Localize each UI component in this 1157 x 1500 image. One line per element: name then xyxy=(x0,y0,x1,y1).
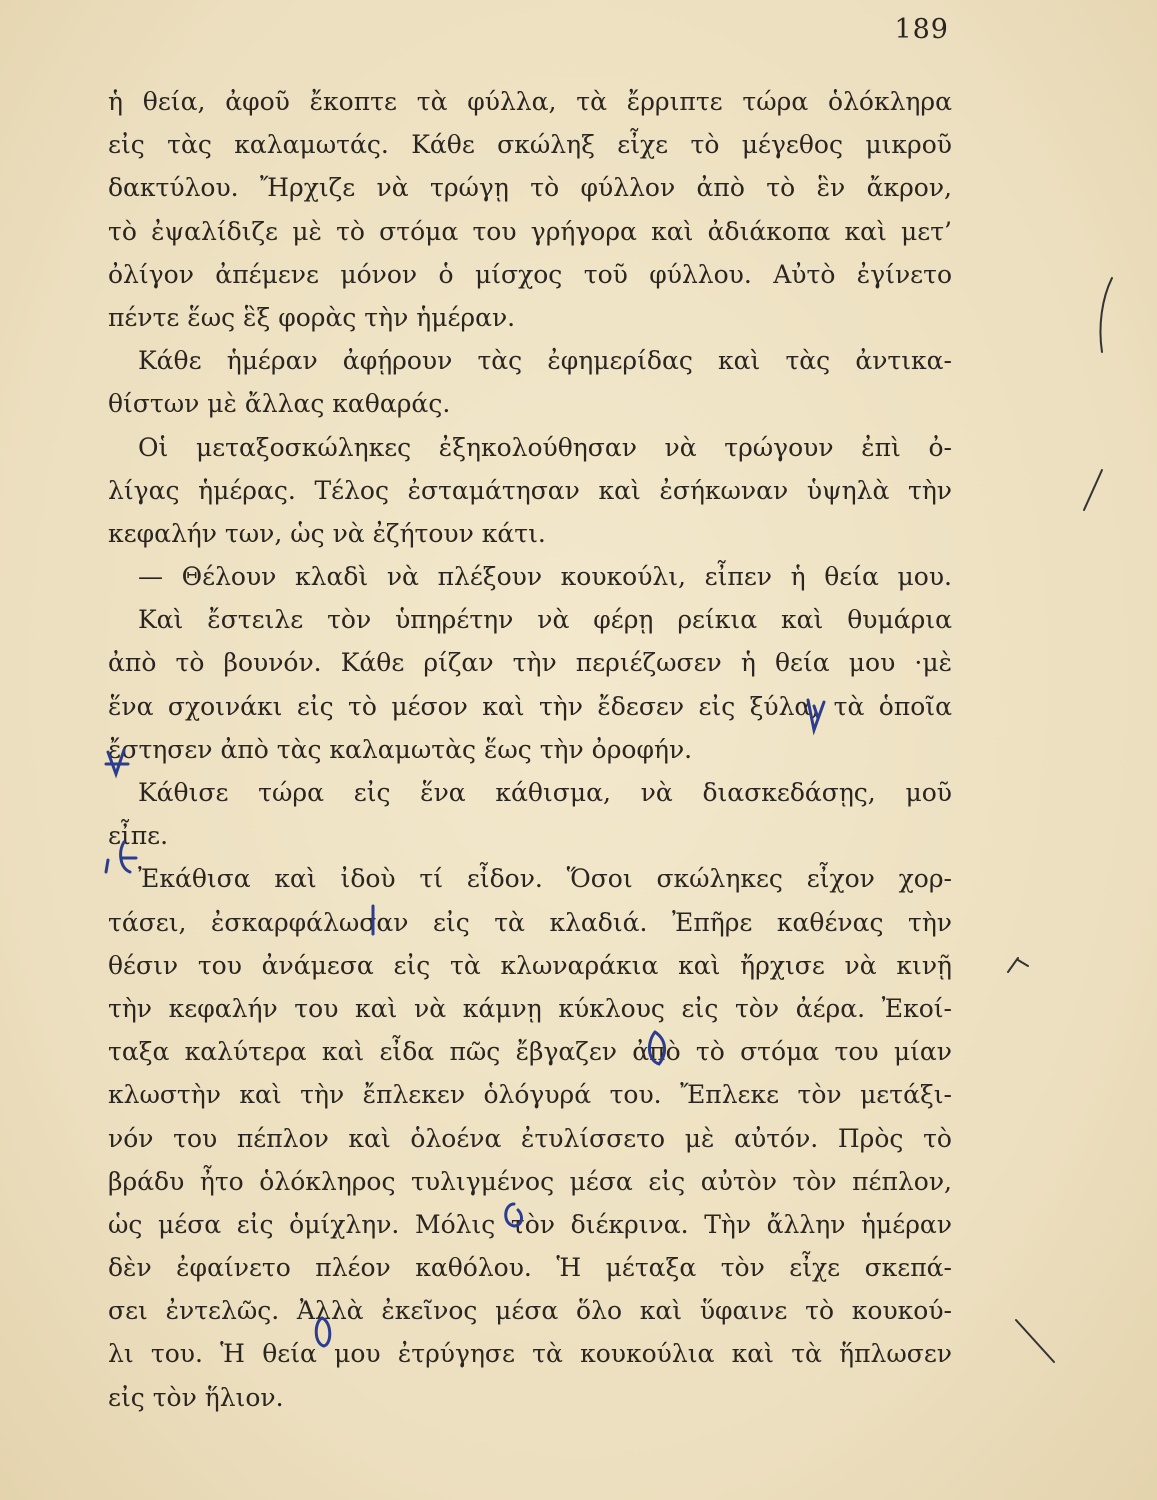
text-line: θίστων μὲ ἄλλας καθαράς. xyxy=(108,389,451,419)
text-line: νόν του πέπλον καὶ ὁλοένα ἐτυλίσσετο μὲ αὐτόν. Πρὸς τὸ xyxy=(108,1123,952,1153)
text-line: κεφαλήν των, ὡς νὰ ἐζήτουν κάτι. xyxy=(108,518,546,548)
text-line: Ἐκάθισα καὶ ἰδοὺ τί εἶδον. Ὅσοι σκώληκες εἶχον χορ- xyxy=(138,864,952,894)
margin-stroke xyxy=(1100,278,1112,352)
text-line: Καὶ ἔστειλε τὸν ὑπηρέτην νὰ φέρῃ ρείκια καὶ θυμάρια xyxy=(138,605,952,635)
text-line: εἰς τὸν ἥλιον. xyxy=(108,1382,284,1412)
text-line: δακτύλου. Ἤρχιζε νὰ τρώγῃ τὸ φύλλον ἀπὸ τὸ ἓν ἄκρον, xyxy=(108,173,952,203)
text-line: βράδυ ἦτο ὁλόκληρος τυλιγμένος μέσα εἰς αὐτὸν τὸν πέπλον, xyxy=(108,1166,952,1196)
text-line: ἕνα σχοινάκι εἰς τὸ μέσον καὶ τὴν ἔδεσεν εἰς ξύλα, τὰ ὁποῖα xyxy=(108,691,952,721)
text-line: κλωστὴν καὶ τὴν ἔπλεκεν ὁλόγυρά του. Ἔπλεκε τὸν μετάξι- xyxy=(108,1080,952,1110)
text-line: ἀπὸ τὸ βουνόν. Κάθε ρίζαν τὴν περιέζωσεν ἡ θεία μου ·μὲ xyxy=(108,648,952,678)
text-line: δὲν ἐφαίνετο πλέον καθόλου. Ἡ μέταξα τὸν εἶχε σκεπά- xyxy=(108,1253,952,1283)
margin-stroke xyxy=(1084,470,1102,510)
text-line: Κάθε ἡμέραν ἀφῄρουν τὰς ἐφημερίδας καὶ τὰς ἀντικα- xyxy=(138,346,952,376)
text-line: ὀλίγον ἀπέμενε μόνον ὁ μίσχος τοῦ φύλλου. Αὐτὸ ἐγίνετο xyxy=(108,259,952,289)
text-line: ὡς μέσα εἰς ὁμίχλην. Μόλις τὸν διέκρινα. Τὴν ἄλλην ἡμέραν xyxy=(108,1209,952,1239)
text-line: σει ἐντελῶς. Ἀλλὰ ἐκεῖνος μέσα ὅλο καὶ ὕφαινε τὸ κουκού- xyxy=(108,1296,952,1326)
margin-stroke xyxy=(1008,958,1018,972)
text-line: πέντε ἕως ἓξ φορὰς τὴν ἡμέραν. xyxy=(108,302,516,332)
text-line: λι του. Ἡ θεία μου ἐτρύγησε τὰ κουκούλια καὶ τὰ ἥπλωσεν xyxy=(108,1339,952,1369)
margin-stroke xyxy=(1018,960,1028,966)
text-line: Οἱ μεταξοσκώληκες ἐξηκολούθησαν νὰ τρώγουν ἐπὶ ὀ- xyxy=(138,432,952,462)
body-text xyxy=(108,80,952,1419)
text-line: ἡ θεία, ἀφοῦ ἔκοπτε τὰ φύλλα, τὰ ἔρριπτε τώρα ὁλόκληρα xyxy=(108,87,952,116)
page-number: 189 xyxy=(894,14,949,45)
text-line: εἰς τὰς καλαμωτάς. Κάθε σκώληξ εἶχε τὸ μέγεθος μικροῦ xyxy=(108,130,952,160)
text-line: Κάθισε τώρα εἰς ἕνα κάθισμα, νὰ διασκεδάσῃς, μοῦ xyxy=(138,778,952,807)
text-line: ταξα καλύτερα καὶ εἶδα πῶς ἔβγαζεν ἀπὸ τὸ στόμα του μίαν xyxy=(108,1037,952,1067)
text-line: τὴν κεφαλήν του καὶ νὰ κάμνῃ κύκλους εἰς τὸν ἀέρα. Ἐκοί- xyxy=(108,993,952,1023)
text-line: τὸ ἐψαλίδιζε μὲ τὸ στόμα του γρήγορα καὶ ἀδιάκοπα καὶ μετ’ xyxy=(108,216,952,246)
text-line: ἔστησεν ἀπὸ τὰς καλαμωτὰς ἕως τὴν ὀροφήν. xyxy=(108,734,693,764)
text-line: λίγας ἡμέρας. Τέλος ἐσταμάτησαν καὶ ἐσήκωναν ὑψηλὰ τὴν xyxy=(108,475,952,505)
margin-stroke xyxy=(1016,1320,1054,1362)
text-line: — Θέλουν κλαδὶ νὰ πλέξουν κουκούλι, εἶπεν ἡ θεία μου. xyxy=(138,562,952,592)
text-line: τάσει, ἐσκαρφάλωσαν εἰς τὰ κλαδιά. Ἐπῆρε καθένας τὴν xyxy=(108,907,952,937)
text-line: θέσιν του ἀνάμεσα εἰς τὰ κλωναράκια καὶ ἤρχισε νὰ κινῇ xyxy=(108,950,952,980)
text-line: εἶπε. xyxy=(108,821,169,851)
